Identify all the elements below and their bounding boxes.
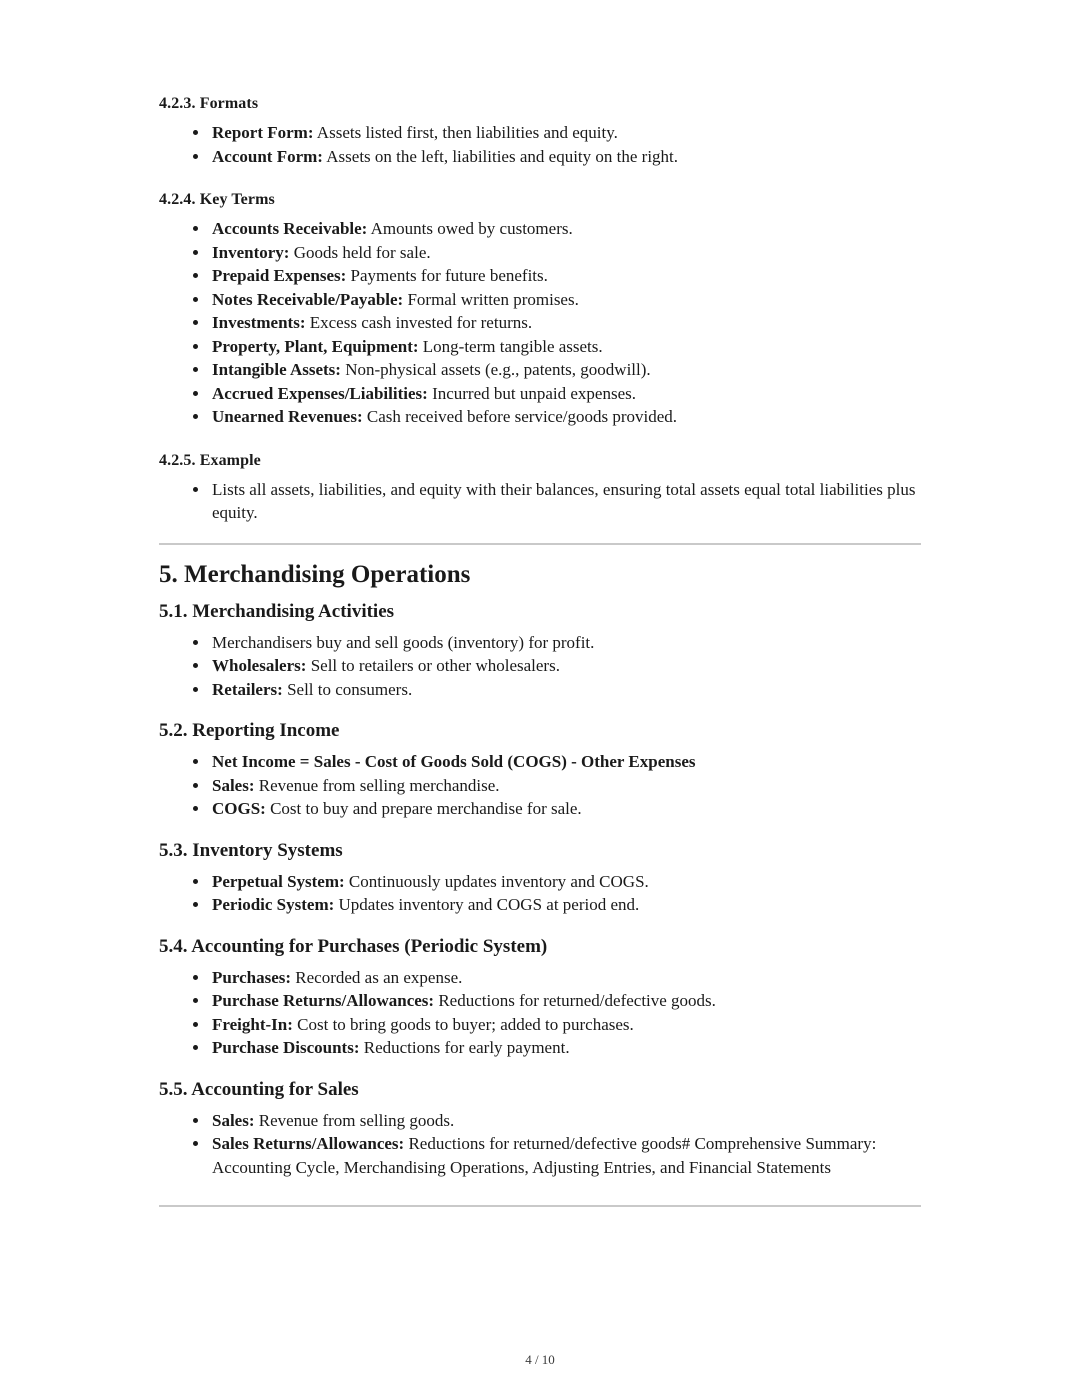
definition-text: Long-term tangible assets. <box>418 336 603 356</box>
bullet-list-reporting-income <box>159 750 921 821</box>
bullet-list-accounting-purchases <box>159 966 921 1060</box>
list-item <box>210 145 921 169</box>
definition-text: Reductions for returned/defective goods. <box>434 991 716 1010</box>
term-label: Sales: <box>212 1110 255 1130</box>
definition-text: Revenue from selling goods. <box>254 1110 455 1130</box>
section-divider <box>159 543 921 545</box>
term-label: Inventory: <box>212 242 290 262</box>
list-item <box>210 750 921 774</box>
list-item <box>210 774 921 798</box>
term-label: Notes Receivable/Payable: <box>212 289 404 309</box>
term-label: Report Form: <box>212 123 314 142</box>
definition-text: Cash received before service/goods provided. <box>362 407 678 426</box>
list-item <box>210 121 921 145</box>
bullet-list-merchandising-activities <box>159 631 921 702</box>
definition-text: Recorded as an expense. <box>291 967 463 987</box>
list-item <box>210 478 921 525</box>
document-content <box>159 0 921 1207</box>
term-label: Account Form: <box>212 146 323 166</box>
definition-text: Formal written promises. <box>403 289 579 309</box>
list-item <box>210 989 921 1013</box>
list-item <box>210 288 921 312</box>
list-item <box>210 1036 921 1060</box>
term-label: Net Income = Sales - Cost of Goods Sold (COGS) - Other Expenses <box>212 752 696 771</box>
section-heading-5-1: 5.1. Merchandising Activities <box>159 600 395 622</box>
definition-text: Continuously updates inventory and COGS. <box>344 871 649 891</box>
section-divider <box>159 1205 921 1207</box>
bullet-list-accounting-sales <box>159 1109 921 1180</box>
term-label: Prepaid Expenses: <box>212 266 347 285</box>
term-label: Unearned Revenues: <box>212 407 363 426</box>
list-item <box>210 1132 921 1179</box>
bullet-list-inventory-systems <box>159 870 921 917</box>
term-label: Accounts Receivable: <box>212 219 368 238</box>
section-heading-5-3: 5.3. Inventory Systems <box>159 839 343 861</box>
list-item <box>210 797 921 821</box>
term-label: Freight-In: <box>212 1014 293 1034</box>
section-heading-5-2: 5.2. Reporting Income <box>159 720 340 741</box>
definition-text: Assets listed first, then liabilities and equity. <box>313 123 618 142</box>
definition-text: Assets on the left, liabilities and equity on the right. <box>322 146 679 166</box>
term-label: Investments: <box>212 313 306 332</box>
bullet-list-formats <box>159 121 921 168</box>
section-heading-4-2-3: 4.2.3. Formats <box>159 95 259 112</box>
definition-text: Updates inventory and COGS at period end. <box>334 895 640 914</box>
list-item <box>210 358 921 382</box>
term-label: Sales: <box>212 775 255 795</box>
definition-text: Reductions for returned/defective goods# Comprehensive Summary: Accounting Cycle, Merchandising Operations, Adjusting Entries, and Financial Statements <box>212 1134 877 1177</box>
list-item <box>210 241 921 265</box>
definition-text: Amounts owed by customers. <box>367 219 573 238</box>
term-label: Sales Returns/Allowances: <box>212 1134 405 1153</box>
section-heading-4-2-5: 4.2.5. Example <box>159 451 261 469</box>
list-item <box>210 1109 921 1133</box>
list-item <box>210 678 921 702</box>
section-heading-5-4: 5.4. Accounting for Purchases (Periodic System) <box>159 935 548 957</box>
list-item <box>210 1013 921 1037</box>
page-number: 4 / 10 <box>525 1352 555 1367</box>
list-item <box>210 405 921 429</box>
list-item <box>210 264 921 288</box>
term-label: Accrued Expenses/Liabilities: <box>212 383 428 403</box>
bullet-list-key-terms <box>159 217 921 429</box>
list-item <box>210 631 921 655</box>
definition-text: Revenue from selling merchandise. <box>254 775 500 795</box>
definition-text: Sell to consumers. <box>282 679 413 699</box>
list-item <box>210 870 921 894</box>
definition-text: Incurred but unpaid expenses. <box>427 383 636 403</box>
list-item <box>210 893 921 917</box>
list-item <box>210 217 921 241</box>
list-item <box>210 311 921 335</box>
section-heading-5: 5. Merchandising Operations <box>159 560 471 588</box>
list-item <box>210 654 921 678</box>
term-label: Purchases: <box>212 967 292 987</box>
definition-text: Goods held for sale. <box>289 242 431 262</box>
term-label: Perpetual System: <box>212 871 345 891</box>
term-label: Retailers: <box>212 679 283 699</box>
bullet-list-example <box>159 478 921 525</box>
definition-text: Sell to retailers or other wholesalers. <box>306 656 560 675</box>
definition-text: Cost to bring goods to buyer; added to purchases. <box>292 1014 634 1034</box>
section-heading-4-2-4: 4.2.4. Key Terms <box>159 191 275 208</box>
term-label: Purchase Returns/Allowances: <box>212 991 435 1010</box>
term-label: Periodic System: <box>212 895 335 914</box>
term-label: Property, Plant, Equipment: <box>212 336 419 356</box>
term-label: Purchase Discounts: <box>212 1038 360 1057</box>
list-item <box>210 966 921 990</box>
definition-text: Merchandisers buy and sell goods (inventory) for profit. <box>212 632 595 652</box>
definition-text: Lists all assets, liabilities, and equity with their balances, ensuring total assets equal total liabilities plus equity. <box>212 479 916 522</box>
list-item <box>210 382 921 406</box>
term-label: Wholesalers: <box>212 656 307 675</box>
section-heading-5-5: 5.5. Accounting for Sales <box>159 1078 359 1100</box>
list-item <box>210 335 921 359</box>
definition-text: Reductions for early payment. <box>359 1038 570 1057</box>
term-label: COGS: <box>212 799 266 818</box>
definition-text: Non-physical assets (e.g., patents, goodwill). <box>340 360 651 379</box>
definition-text: Payments for future benefits. <box>346 266 548 285</box>
term-label: Intangible Assets: <box>212 360 341 379</box>
definition-text: Cost to buy and prepare merchandise for sale. <box>265 799 582 818</box>
definition-text: Excess cash invested for returns. <box>305 313 533 332</box>
